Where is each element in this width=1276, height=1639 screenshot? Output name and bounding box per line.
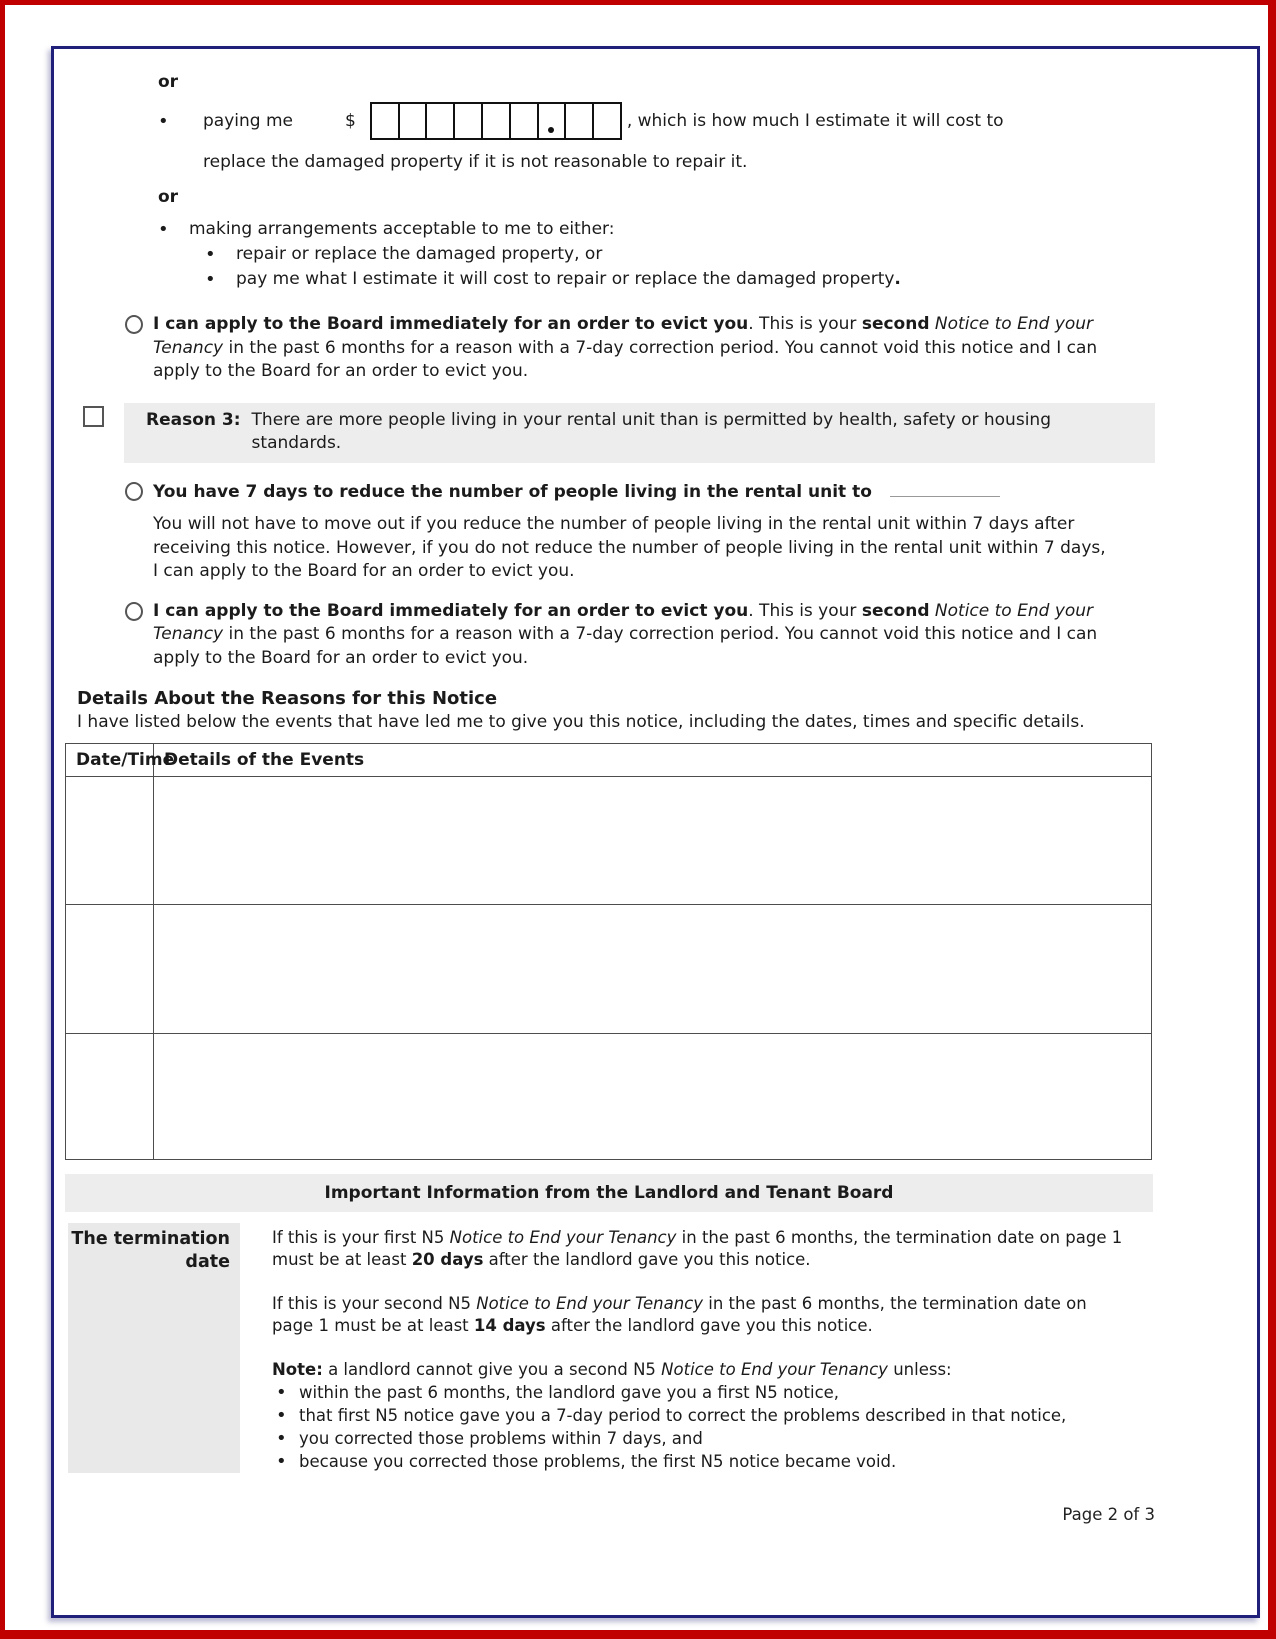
bullet-icon — [158, 218, 172, 242]
second-n5-paragraph: If this is your second N5 Notice to End your Tenancy in the past 6 months, the termination date on page 1 must be at least 14 days after the landlord gave you this notice. — [272, 1293, 1087, 1335]
reduce-people-radio-button[interactable] — [125, 482, 143, 501]
arrangements-option-label: making arrangements acceptable to me to either: — [189, 219, 615, 239]
amount-digit-cell[interactable] — [511, 104, 539, 138]
evict-option-2-text: I can apply to the Board immediately for an order to evict you. This is your second Notice to End your Tenancy in the past 6 months for a reason with a 7-day correction period. You cannot void this notice and I can apply to the Board for an order to evict you. — [153, 600, 1098, 668]
bullet-icon — [276, 1427, 288, 1450]
reason-3-label: Reason 3: — [146, 409, 241, 430]
people-count-blank-field[interactable] — [890, 480, 1000, 497]
or-separator-1: or — [158, 72, 179, 92]
evict-option-2-radio-button[interactable] — [125, 602, 143, 621]
reason-3-description: There are more people living in your rental unit than is permitted by health, safety or housing standards. — [251, 409, 1051, 453]
arrangements-sub-option-1 — [205, 243, 1155, 267]
note-bullet-4: • because you corrected those problems, the first N5 notice became void. — [272, 1450, 1130, 1473]
events-table-row — [66, 904, 1152, 1033]
or-separator-2: or — [158, 187, 179, 207]
estimated-cost-input-boxes[interactable] — [370, 102, 622, 140]
events-table-row — [66, 1033, 1152, 1159]
evict-option-1-row — [65, 313, 1155, 384]
amount-digit-cell[interactable] — [427, 104, 455, 138]
page-number-indicator: Page 2 of 3 — [1062, 1505, 1155, 1524]
amount-digit-cell[interactable] — [455, 104, 483, 138]
reduce-people-explanation: You will not have to move out if you reduce the number of people living in the rental unit within 7 days after receiving this notice. However, if you do not reduce the number of people living in the rental unit within 7 days, I can apply to the Board for an order to evict you. — [153, 514, 1106, 581]
events-table-row — [66, 776, 1152, 904]
bullet-icon — [205, 268, 219, 292]
dollar-sign: $ — [344, 111, 356, 131]
details-cell[interactable] — [154, 904, 1152, 1033]
termination-date-sidebar-label: The termination date — [68, 1223, 240, 1474]
reason-3-band — [124, 403, 1155, 463]
sub-option-2-label: pay me what I estimate it will cost to repair or replace the damaged property. — [236, 269, 901, 289]
evict-option-1-text: I can apply to the Board immediately for an order to evict you. This is your second Notice to End your Tenancy in the past 6 months for a reason with a 7-day correction period. You cannot void this notice and I can apply to the Board for an order to evict you. — [153, 314, 1098, 381]
events-table — [65, 743, 1152, 1160]
note-paragraph: Note: a landlord cannot give you a second N5 Notice to End your Tenancy unless: — [272, 1359, 952, 1379]
details-cell[interactable] — [154, 776, 1152, 904]
bullet-icon — [276, 1450, 288, 1473]
reduce-people-option-text: You have 7 days to reduce the number of people living in the rental unit to — [153, 480, 1143, 505]
board-information-banner: Important Information from the Landlord and Tenant Board — [65, 1174, 1153, 1212]
paying-option-label: paying me — [203, 111, 293, 131]
amount-cents-cell[interactable] — [594, 104, 620, 138]
amount-cents-cell[interactable] — [566, 104, 594, 138]
date-time-cell[interactable] — [66, 776, 154, 904]
sub-option-1-label: repair or replace the damaged property, or — [236, 244, 603, 264]
bullet-icon — [276, 1381, 288, 1404]
note-bullet-2: • that first N5 notice gave you a 7-day period to correct the problems described in that notice, — [272, 1404, 1130, 1427]
termination-date-section — [65, 1223, 1155, 1474]
evict-option-1-radio-button[interactable] — [125, 315, 143, 334]
details-column-header: Details of the Events — [154, 743, 1152, 776]
reason-3-row — [65, 403, 1155, 463]
termination-date-content — [272, 1223, 1130, 1474]
paying-option-continuation: , which is how much I estimate it will cost to — [626, 111, 1004, 131]
details-cell[interactable] — [154, 1033, 1152, 1159]
decimal-point-icon — [548, 127, 554, 133]
details-section-heading: Details About the Reasons for this Notice — [77, 688, 498, 709]
date-time-cell[interactable] — [66, 1033, 154, 1159]
amount-digit-cell[interactable] — [400, 104, 428, 138]
date-time-cell[interactable] — [66, 904, 154, 1033]
bullet-icon — [205, 243, 219, 267]
amount-digit-cell[interactable] — [483, 104, 511, 138]
events-table-header-row — [66, 743, 1152, 776]
reduce-people-option-row — [65, 480, 1155, 505]
decimal-point-cell[interactable] — [539, 104, 567, 138]
details-section-intro: I have listed below the events that have led me to give you this notice, including the dates, times and specific details. — [77, 712, 1085, 732]
bullet-icon — [276, 1404, 288, 1427]
note-bullet-1: • within the past 6 months, the landlord gave you a first N5 notice, — [272, 1381, 1130, 1404]
paying-option-line-2: replace the damaged property if it is not reasonable to repair it. — [203, 152, 748, 172]
reason-3-checkbox[interactable] — [83, 406, 104, 427]
note-bullet-3: • you corrected those problems within 7 days, and — [272, 1427, 1130, 1450]
bullet-icon — [158, 111, 172, 132]
first-n5-paragraph: If this is your first N5 Notice to End your Tenancy in the past 6 months, the termination date on page 1 must be at least 20 days after the landlord gave you this notice. — [272, 1227, 1123, 1269]
arrangements-sub-option-2 — [205, 268, 1155, 292]
date-time-column-header: Date/Time — [66, 743, 154, 776]
amount-digit-cell[interactable] — [372, 104, 400, 138]
arrangements-option-row — [158, 218, 1155, 242]
evict-option-2-row — [65, 600, 1155, 671]
paying-option-row — [158, 100, 1155, 142]
form-page-content — [65, 58, 1155, 1525]
